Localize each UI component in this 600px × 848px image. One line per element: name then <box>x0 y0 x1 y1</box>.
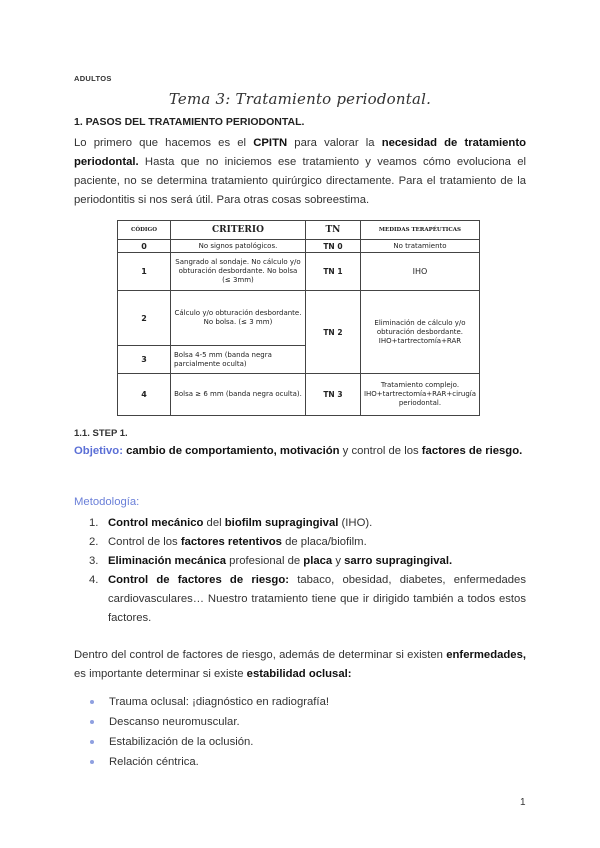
bullet-icon <box>90 740 94 744</box>
list-item: Estabilización de la oclusión. <box>74 732 329 752</box>
list-item: Relación céntrica. <box>74 752 329 772</box>
cell-criterio: Sangrado al sondaje. No cálculo y/o obturación desbordante. No bolsa (≤ 3mm) <box>170 253 305 291</box>
oclusal-list <box>74 692 329 772</box>
cell-code: 0 <box>118 240 171 253</box>
cell-criterio: Bolsa ≥ 6 mm (banda negra oculta). <box>170 374 305 416</box>
cell-criterio: Cálculo y/o obturación desbordante. No bolsa. (≤ 3 mm) <box>170 291 305 346</box>
cell-code: 1 <box>118 253 171 291</box>
cell-code: 3 <box>118 346 171 374</box>
list-item: 4. Control de factores de riesgo: tabaco, obesidad, diabetes, enfermedades cardiovasculares… Nuestro tratamiento tiene que ir dirigido también a todos estos factores. <box>89 574 526 624</box>
list-item: 1. Control mecánico del biofilm supragingival (IHO). <box>89 517 373 529</box>
cell-medidas: No tratamiento <box>360 240 479 253</box>
page-title: Tema 3: Tratamiento periodontal. <box>168 90 432 108</box>
section-heading: 1. PASOS DEL TRATAMIENTO PERIODONTAL. <box>74 116 305 128</box>
list-item: Descanso neuromuscular. <box>74 712 329 732</box>
bullet-icon <box>90 760 94 764</box>
table-header-row <box>118 221 480 240</box>
cell-criterio: Bolsa 4-5 mm (banda negra parcialmente oculta) <box>170 346 305 374</box>
col-header-medidas: MEDIDAS TERAPÉUTICAS <box>360 221 479 240</box>
cell-code: 4 <box>118 374 171 416</box>
table-row <box>118 253 480 291</box>
table-row <box>118 291 480 346</box>
objetivo-paragraph: Objetivo: cambio de comportamiento, motivación y control de los factores de riesgo. <box>74 445 523 457</box>
page-number: 1 <box>520 797 526 808</box>
list-item: 3. Eliminación mecánica profesional de placa y sarro supragingival. <box>89 555 453 567</box>
metodologia-list <box>74 514 526 628</box>
cpitn-table <box>117 220 480 416</box>
cell-tn: TN 1 <box>305 253 360 291</box>
table-row <box>118 240 480 253</box>
cell-tn: TN 3 <box>305 374 360 416</box>
intro-paragraph: Lo primero que hacemos es el CPITN para valorar la necesidad de tratamiento periodontal. Hasta que no iniciemos ese tratamiento y veamos cómo evoluciona el paciente, no se determina tratamiento quirúrgico directamente. Para el tratamiento de la periodontitis si nos será útil. Para otras cosas sobreestima. <box>74 137 526 206</box>
table-row <box>118 374 480 416</box>
list-item: 2. Control de los factores retentivos de placa/biofilm. <box>89 536 367 548</box>
cell-medidas: Tratamiento complejo. IHO+tartrectomía+RAR+cirugía periodontal. <box>360 374 479 416</box>
list-item: Trauma oclusal: ¡diagnóstico en radiografía! <box>74 692 329 712</box>
step1-heading: 1.1. STEP 1. <box>74 428 128 439</box>
bullet-icon <box>90 700 94 704</box>
header-label: ADULTOS <box>74 74 112 83</box>
cell-tn: TN 0 <box>305 240 360 253</box>
cell-tn: TN 2 <box>305 291 360 374</box>
cell-criterio: No signos patológicos. <box>170 240 305 253</box>
cell-medidas: Eliminación de cálculo y/o obturación desbordante. IHO+tartrectomía+RAR <box>360 291 479 374</box>
metodologia-label: Metodología: <box>74 496 140 508</box>
bullet-icon <box>90 720 94 724</box>
riesgo-paragraph: Dentro del control de factores de riesgo, además de determinar si existen enfermedades, es importante determinar si existe estabilidad oclusal: <box>74 649 526 680</box>
cell-medidas: IHO <box>360 253 479 291</box>
col-header-criterio: CRITERIO <box>170 221 305 240</box>
cell-code: 2 <box>118 291 171 346</box>
col-header-tn: TN <box>305 221 360 240</box>
col-header-codigo: CÓDIGO <box>118 221 171 240</box>
